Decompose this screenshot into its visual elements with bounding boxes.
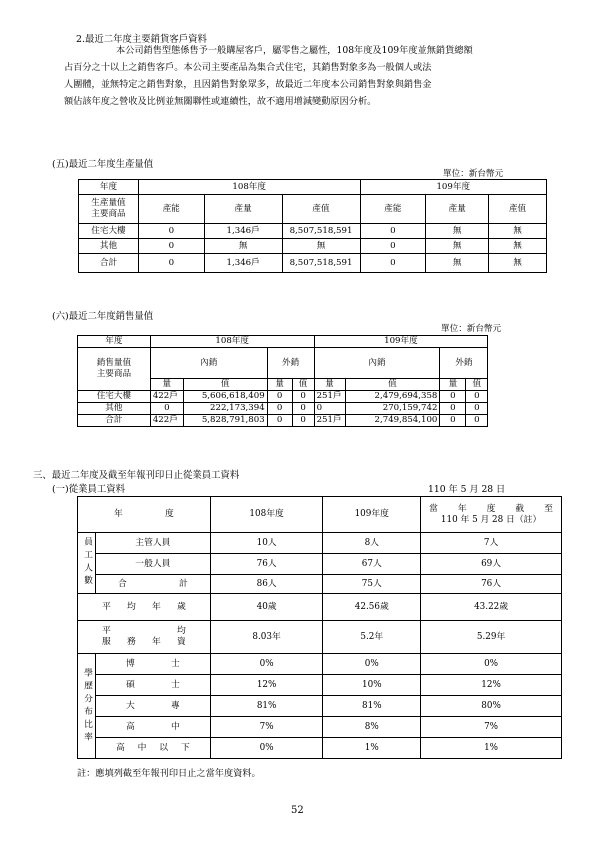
age-label-char: 均 [126,601,136,612]
corner-bottom: 主要商品 [96,369,132,379]
edu-label-char: 專 [170,700,180,711]
table-row [78,675,562,696]
cell: 2,749,854,100 [345,415,440,427]
qty-header: 量 [150,379,183,391]
edu-group-label [78,654,96,759]
cell: 75人 [323,575,421,594]
year-header-a: 年 [114,509,123,519]
year-header-b: 度 [164,509,174,519]
cell: 81% [210,696,323,717]
table-row [78,415,558,427]
sales-table [77,335,558,427]
cell: 0 [138,239,204,254]
table-row [78,533,562,554]
cell: 8人 [323,533,421,554]
row-label: 一般人員 [95,554,210,575]
col-current [421,497,562,533]
employees-table [77,496,562,759]
cell: 0 [267,415,292,427]
col-header: 產能 [138,195,204,224]
cell: 無 [489,239,547,254]
export-header: 外銷 [267,348,314,379]
cell: 0 [360,254,426,273]
cell: 0 [138,254,204,273]
col-current-char: 至 [544,503,553,514]
col-header: 產能 [360,195,426,224]
cell: 無 [204,239,282,254]
edu-label-char: 下 [180,742,190,753]
table-row [78,654,562,675]
cell: 2,479,694,358 [345,391,440,403]
edu-label-char: 碩 [125,679,135,690]
corner-top: 生產量值 [91,198,126,208]
cell: 1% [323,738,421,759]
cell: 無 [282,239,360,254]
qty-header: 量 [440,379,466,391]
production-unit-label: 單位：新台幣元 [443,169,504,179]
cell: 12% [210,675,323,696]
val-header: 值 [345,379,440,391]
cell: 0 [150,403,183,415]
tenure-label-char: 務 [126,637,136,647]
edu-label [95,738,210,759]
row-label: 住宅大樓 [78,391,151,403]
cell: 0 [466,415,488,427]
cell: 0 [292,415,314,427]
cell: 8% [323,717,421,738]
cell: 8.03年 [210,621,323,654]
cell: 222,173,394 [183,403,267,415]
edu-label-char: 中 [170,721,180,732]
cell: 67人 [323,554,421,575]
val-header: 值 [466,379,488,391]
page-number: 52 [291,805,304,816]
cell: 7% [421,717,562,738]
domestic-header: 內銷 [150,348,267,379]
col-current-date: 110 年 5 月 28 日（註） [440,514,542,525]
edu-label-char: 高 [125,721,135,732]
qty-header: 量 [314,379,345,391]
edu-label-char: 士 [170,679,180,690]
row-label: 合計 [78,415,151,427]
cell: 0% [210,654,323,675]
cell: 5.29年 [421,621,562,654]
cell: 0 [267,403,292,415]
tenure-label-char: 服 [102,637,111,647]
age-label [78,594,211,621]
col-108: 108年度 [210,497,323,533]
year-header: 年度 [79,180,139,195]
table-row [78,594,562,621]
cell: 無 [426,254,489,273]
cell: 5,828,791,803 [183,415,267,427]
edu-label-char: 以 [159,742,169,753]
col-current-char: 當 [429,503,438,514]
table-row [79,254,547,273]
cell: 10人 [210,533,323,554]
cell: 43.22歲 [421,594,562,621]
cell: 0 [292,403,314,415]
export-header: 外銷 [440,348,488,379]
table-row [78,717,562,738]
paragraph-line: 占百分之十以上之銷售客戶。本公司主要產品為集合式住宅，其銷售對象多為一般個人或法 [64,62,432,73]
staff-group-text: 員工人數 [81,537,92,589]
col-header: 產量 [426,195,489,224]
corner-cell [79,195,139,224]
corner-cell [78,348,151,391]
cell: 8,507,518,591 [282,254,360,273]
year-109-header: 109年度 [314,336,488,348]
row-label: 其他 [79,239,139,254]
total-label-a: 合 [117,578,127,589]
production-table [78,179,547,273]
cell: 10% [323,675,421,696]
table-row [78,738,562,759]
cell: 0% [210,738,323,759]
customers-paragraph [64,42,534,110]
cell: 無 [489,254,547,273]
cell: 7% [210,717,323,738]
cell: 80% [421,696,562,717]
tenure-label-char: 資 [176,637,186,647]
row-label: 住宅大樓 [79,224,139,239]
col-header: 產量 [204,195,282,224]
section-heading-employees: 三、最近二年度及截至年報刊印日止從業員工資料 [33,470,240,481]
edu-label-char: 中 [137,742,147,753]
total-label [95,575,210,594]
cell: 86人 [210,575,323,594]
cell: 422戶 [150,415,183,427]
edu-label-char: 博 [125,658,135,669]
table-row [78,403,558,415]
qty-header: 量 [267,379,292,391]
cell: 0 [360,224,426,239]
cell: 40歲 [210,594,323,621]
cell: 0 [314,403,345,415]
col-current-char: 年 [457,503,467,514]
cell: 5,606,618,409 [183,391,267,403]
table-note: 註：應填列截至年報刊印日止之當年度資料。 [77,768,261,779]
staff-group-label [78,533,96,594]
edu-label [95,696,210,717]
val-header: 值 [183,379,267,391]
table-row [78,696,562,717]
table-row [78,575,562,594]
cell: 12% [421,675,562,696]
tenure-label-char: 平 [102,626,111,636]
col-current-char: 截 [515,503,525,514]
cell: 0 [466,403,488,415]
year-108-header: 108年度 [138,180,360,195]
cell: 無 [426,224,489,239]
corner-top: 銷售量值 [96,358,132,368]
col-header: 產值 [489,195,547,224]
table-row [78,621,562,654]
row-label: 合計 [79,254,139,273]
cell: 251戶 [314,391,345,403]
paragraph-line: 額佔該年度之營收及比例並無關聯性或連續性，故不適用增減變動原因分析。 [64,96,377,107]
age-label-char: 平 [102,601,111,612]
val-header: 值 [292,379,314,391]
cell: 5.2年 [323,621,421,654]
sales-table-title: (六)最近二年度銷售量值 [52,311,154,322]
year-header: 年度 [78,336,151,348]
cell: 7人 [421,533,562,554]
year-header [78,497,211,533]
edu-label-char: 士 [170,658,180,669]
cell: 0 [440,415,466,427]
cell: 0 [138,224,204,239]
domestic-header: 內銷 [314,348,440,379]
sales-unit-label: 單位：新台幣元 [441,324,502,334]
cell: 76人 [421,575,562,594]
edu-label [95,654,210,675]
age-label-char: 歲 [176,601,186,612]
col-header: 產值 [282,195,360,224]
cell: 0 [267,391,292,403]
cell: 270,159,742 [345,403,440,415]
cell: 1,346戶 [204,224,282,239]
cell: 8,507,518,591 [282,224,360,239]
cell: 0 [360,239,426,254]
cell: 1,346戶 [204,254,282,273]
employees-date: 110 年 5 月 28 日 [428,484,506,495]
cell: 無 [489,224,547,239]
cell: 0 [440,403,466,415]
cell: 81% [323,696,421,717]
year-108-header: 108年度 [150,336,314,348]
total-label-b: 計 [178,578,188,589]
edu-group-text: 學歷分布比率 [81,667,92,745]
row-label: 其他 [78,403,151,415]
table-row [78,554,562,575]
tenure-label-char: 年 [151,637,161,647]
corner-bottom: 主要商品 [91,209,126,219]
col-current-char: 度 [486,503,496,514]
edu-label-char: 高 [115,742,125,753]
cell: 無 [426,239,489,254]
col-109: 109年度 [323,497,421,533]
cell: 42.56歲 [323,594,421,621]
table-row [78,391,558,403]
cell: 76人 [210,554,323,575]
cell: 69人 [421,554,562,575]
employees-subheading: (一)從業員工資料 [52,484,125,495]
paragraph-line: 本公司銷售型態係售予一般購屋客戶，屬零售之屬性，108年度及109年度並無銷貨總額 [116,45,473,56]
paragraph-line: 人團體，並無特定之銷售對象，且因銷售對象眾多，故最近二年度本公司銷售對象與銷售金 [64,79,432,90]
section-heading-customers: 2.最近二年度主要銷貨客戶資料 [76,34,207,45]
cell: 422戶 [150,391,183,403]
cell: 0% [421,654,562,675]
row-label: 主管人員 [95,533,210,554]
production-table-title: (五)最近二年度生產量值 [52,159,154,170]
edu-label [95,717,210,738]
table-row [79,239,547,254]
cell: 251戶 [314,415,345,427]
tenure-label-char: 均 [176,626,186,636]
edu-label-char: 大 [125,700,135,711]
cell: 0% [323,654,421,675]
edu-label [95,675,210,696]
cell: 0 [292,391,314,403]
cell: 1% [421,738,562,759]
cell: 0 [440,391,466,403]
cell: 0 [466,391,488,403]
table-row [79,224,547,239]
year-109-header: 109年度 [360,180,547,195]
age-label-char: 年 [151,601,161,612]
tenure-label [78,621,211,654]
